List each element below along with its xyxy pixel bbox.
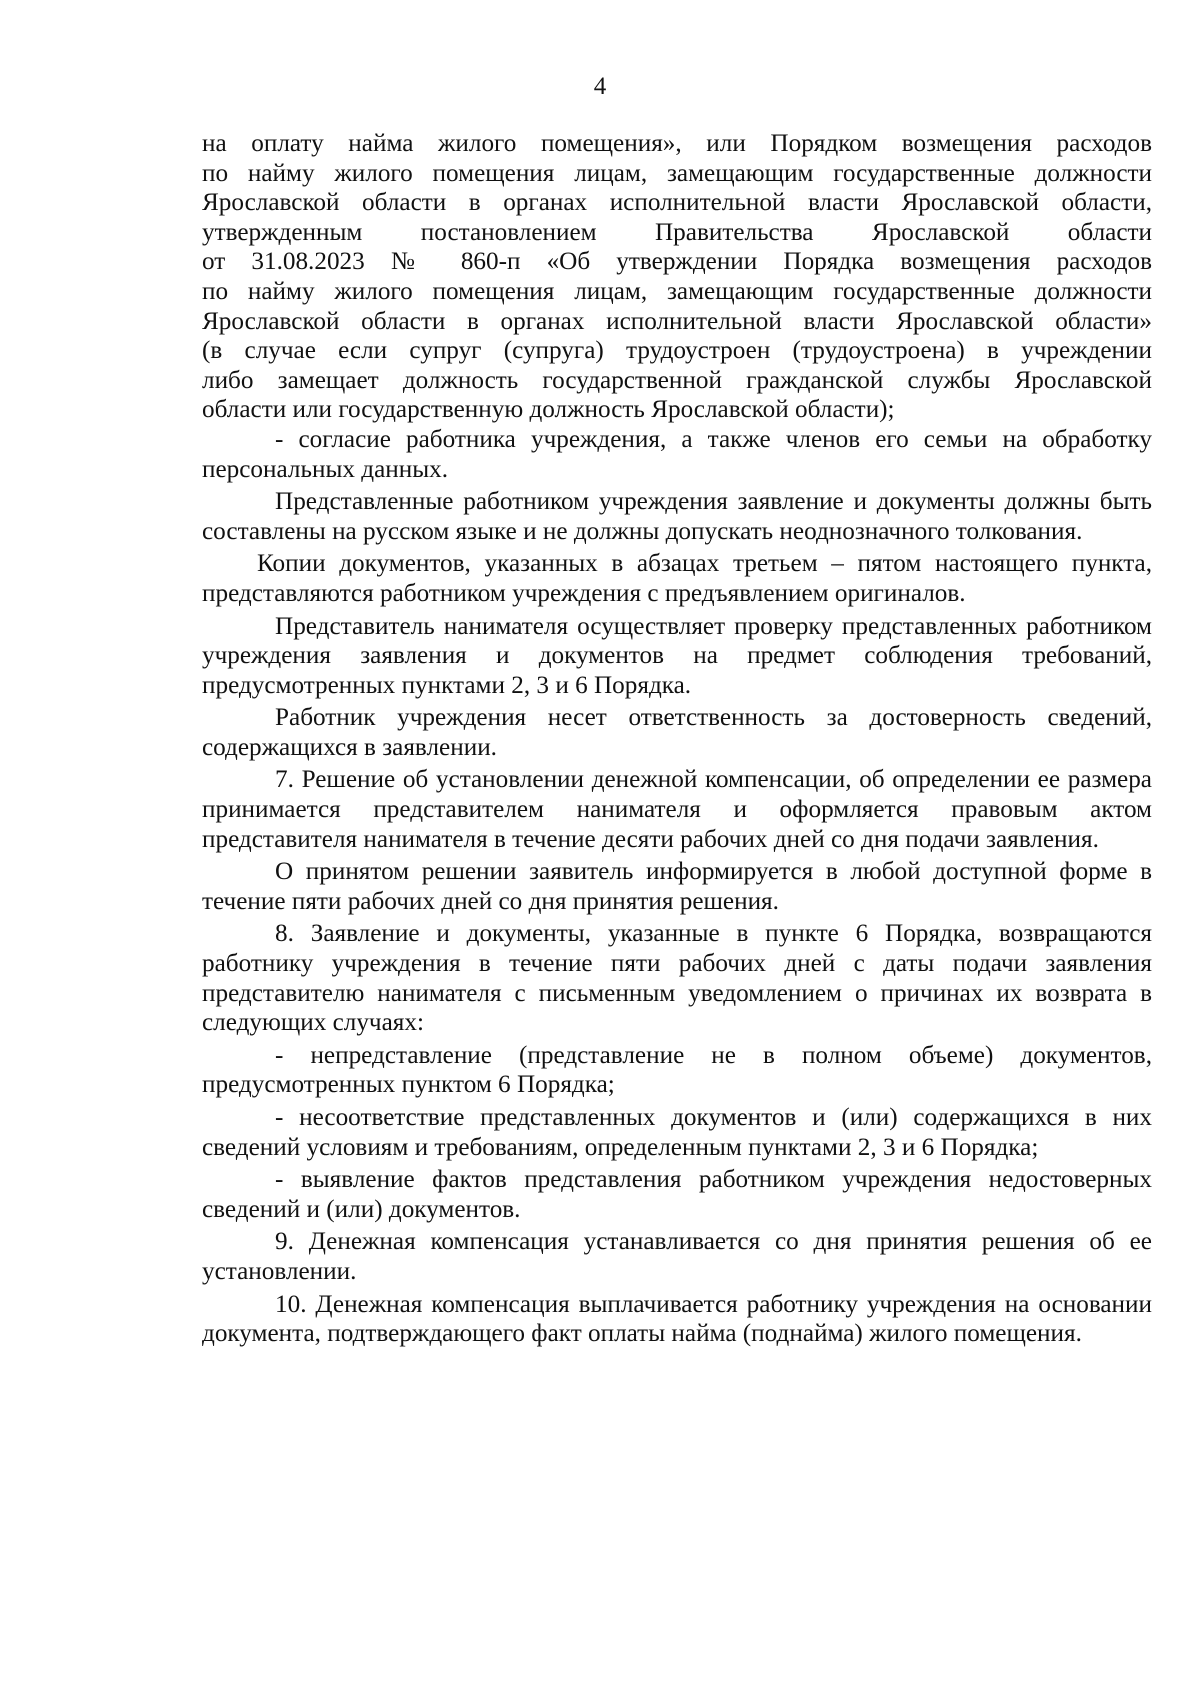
document-body <box>202 129 1152 1349</box>
text-line: по найму жилого помещения лицам, замещающим государственные должности <box>202 159 1152 187</box>
paragraph-verification: Представитель нанимателя осуществляет проверку представленных работником учреждения заявления и документов на предмет соблюдения требований, предусмотренных пунктами 2, 3 и 6 Порядка. <box>202 612 1152 699</box>
text-line: области или государственную должность Ярославской области); <box>202 396 895 424</box>
page-number: 4 <box>593 73 607 100</box>
text-line: Ярославской области в органах исполнительной власти Ярославской области, <box>202 189 1152 217</box>
paragraph-case-false-info: - выявление фактов представления работником учреждения недостоверных сведений и (или) документов. <box>202 1166 1152 1223</box>
text-line: на оплату найма жилого помещения», или Порядком возмещения расходов <box>202 130 1152 157</box>
paragraph-notification: О принятом решении заявитель информируется в любой доступной форме в течение пяти рабочих дней со дня принятия решения. <box>202 858 1152 915</box>
paragraph-responsibility: Работник учреждения несет ответственность за достоверность сведений, содержащихся в заявлении. <box>202 704 1152 761</box>
paragraph-item-7: 7. Решение об установлении денежной компенсации, об определении ее размера принимается представителем нанимателя и оформляется правовым актом представителя нанимателя в течение десяти рабочих дней со дня подачи заявления. <box>202 766 1152 853</box>
paragraph-item-9: 9. Денежная компенсация устанавливается со дня принятия решения об ее установлении. <box>202 1228 1152 1285</box>
paragraph-continuation <box>202 129 1152 425</box>
text-line: утвержденным постановлением Правительства Ярославской области <box>202 218 1152 246</box>
paragraph-case-nonsubmission: - непредставление (представление не в полном объеме) документов, предусмотренных пунктом 6 Порядка; <box>202 1041 1152 1099</box>
paragraph-consent: - согласие работника учреждения, а также членов его семьи на обработку персональных данных. <box>202 425 1152 483</box>
text-line: Ярославской области в органах исполнительной власти Ярославской области» <box>202 307 1152 335</box>
text-line: от 31.08.2023 № 860-п «Об утверждении Порядка возмещения расходов <box>202 248 1152 276</box>
paragraph-documents-language: Представленные работником учреждения заявление и документы должны быть составлены на русском языке и не должны допускать неоднозначного толкования. <box>202 488 1152 545</box>
paragraph-item-10: 10. Денежная компенсация выплачивается работнику учреждения на основании документа, подтверждающего факт оплаты найма (поднайма) жилого помещения. <box>202 1290 1152 1348</box>
text-line: по найму жилого помещения лицам, замещающим государственные должности <box>202 277 1152 305</box>
paragraph-item-8: 8. Заявление и документы, указанные в пункте 6 Порядка, возвращаются работнику учреждения в течение пяти рабочих дней с даты подачи заявления представителю нанимателя с письменным уведомлением о причинах их возврата в следующих случаях: <box>202 920 1152 1037</box>
paragraph-copies: Копии документов, указанных в абзацах третьем – пятом настоящего пункта, представляются работником учреждения с предъявлением оригиналов. <box>202 550 1152 607</box>
paragraph-case-mismatch: - несоответствие представленных документов и (или) содержащихся в них сведений условиям и требованиям, определенным пунктами 2, 3 и 6 Порядка; <box>202 1104 1152 1161</box>
text-line: (в случае если супруг (супруга) трудоустроен (трудоустроена) в учреждении <box>202 337 1152 365</box>
text-line: либо замещает должность государственной гражданской службы Ярославской <box>202 366 1152 394</box>
